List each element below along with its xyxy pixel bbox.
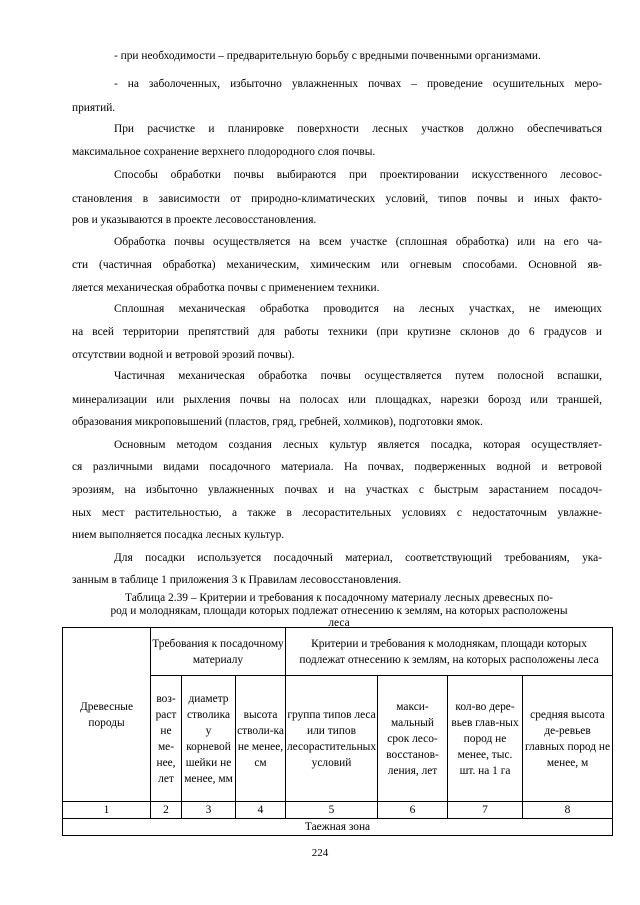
column-number: 4 — [236, 802, 286, 819]
text-line: минерализации или рыхления почвы на полосах или площадках, нарезки борозд или траншей, — [72, 394, 602, 406]
column-number: 5 — [286, 802, 378, 819]
text-line: Способы обработки почвы выбираются при проектировании искусственного лесовос- — [114, 169, 602, 181]
table-caption-line: Таблица 2.39 – Критерии и требования к посадочному материалу лесных древесных по- — [125, 592, 553, 604]
text-line: При расчистке и планировке поверхности лесных участков должно обеспечиваться — [114, 123, 602, 135]
text-line: ров и указываются в проекте лесовосстановления. — [72, 214, 317, 226]
column-number: 3 — [182, 802, 236, 819]
text-line: - на заболоченных, избыточно увлажненных почвах – проведение осушительных меро- — [114, 78, 602, 90]
column-number: 7 — [448, 802, 523, 819]
table-number-row — [63, 802, 613, 819]
header-species: Древесные породы — [63, 628, 151, 802]
column-number: 1 — [63, 802, 151, 819]
text-line: ся различными видами посадочного материала. На почвах, подверженных водной и ветровой — [72, 461, 602, 473]
header-age: воз-раст не ме-нее, лет — [151, 676, 182, 802]
page-number: 224 — [311, 847, 329, 859]
text-line: отсутствии водной и ветровой эрозий почвы). — [72, 349, 295, 361]
zone-label: Таежная зона — [63, 819, 613, 836]
table-zone-row — [63, 819, 613, 836]
header-young-stands: Критерии и требования к молоднякам, площади которых подлежат отнесению к землям, на которых расположены леса — [286, 628, 613, 676]
text-line: Для посадки используется посадочный материал, соответствующий требованиям, ука- — [114, 552, 602, 564]
header-tree-count: кол-во дере-вьев глав-ных пород не менее, тыс. шт. на 1 га — [448, 676, 523, 802]
text-line: нием выполняется посадка лесных культур. — [72, 529, 285, 541]
text-line: Основным методом создания лесных культур является посадка, которая осуществляет- — [114, 439, 602, 451]
table-header-row — [63, 628, 613, 676]
text-line: становления в зависимости от природно-климатических условий, типов почвы и иных факто- — [72, 193, 602, 205]
text-line: приятий. — [72, 102, 116, 114]
text-line: образования микроповышений (пластов, гряд, гребней, холмиков), подготовки ямок. — [72, 416, 483, 428]
header-max-term: макси-мальный срок лесо-восстанов-ления, лет — [378, 676, 448, 802]
header-forest-type: группа типов леса или типов лесорастительных условий — [286, 676, 378, 802]
text-line: Сплошная механическая обработка проводится на лесных участках, не имеющих — [114, 303, 602, 315]
text-line: сти (частичная обработка) механическим, химическим или огневым способами. Основной яв- — [72, 259, 602, 271]
column-number: 2 — [151, 802, 182, 819]
text-line: занным в таблице 1 приложения 3 к Правилам лесовосстановления. — [72, 574, 402, 586]
text-line: эрозиям, на избыточно увлажненных почвах и на участках с быстрым зарастанием посадоч- — [72, 484, 602, 496]
text-line: ляется механическая обработка почвы с применением техники. — [72, 282, 380, 294]
criteria-table — [62, 627, 613, 836]
header-diameter: диаметр стволика у корневой шейки не менее, мм — [182, 676, 236, 802]
text-line: максимальное сохранение верхнего плодородного слоя почвы. — [72, 146, 376, 158]
text-line: ных мест растительностью, а также в лесорастительных условиях с недостаточным увлажне- — [72, 507, 602, 519]
text-line: на всей территории препятствий для работы техники (при крутизне склонов до 6 градусов и — [72, 326, 602, 338]
table-caption-line: род и молоднякам, площади которых подлежат отнесению к землям, на которых расположены — [110, 605, 568, 617]
header-planting-material: Требования к посадочному материалу — [151, 628, 286, 676]
column-number: 8 — [523, 802, 613, 819]
table-caption-line: леса — [328, 617, 350, 629]
header-avg-height: средняя высота де-ревьев главных пород не менее, м — [523, 676, 613, 802]
column-number: 6 — [378, 802, 448, 819]
text-line: - при необходимости – предварительную борьбу с вредными почвенными организмами. — [114, 50, 541, 62]
text-line: Обработка почвы осуществляется на всем участке (сплошная обработка) или на его ча- — [114, 236, 602, 248]
header-height: высота стволи-ка не менее, см — [236, 676, 286, 802]
text-line: Частичная механическая обработка почвы осуществляется путем полосной вспашки, — [114, 370, 602, 382]
